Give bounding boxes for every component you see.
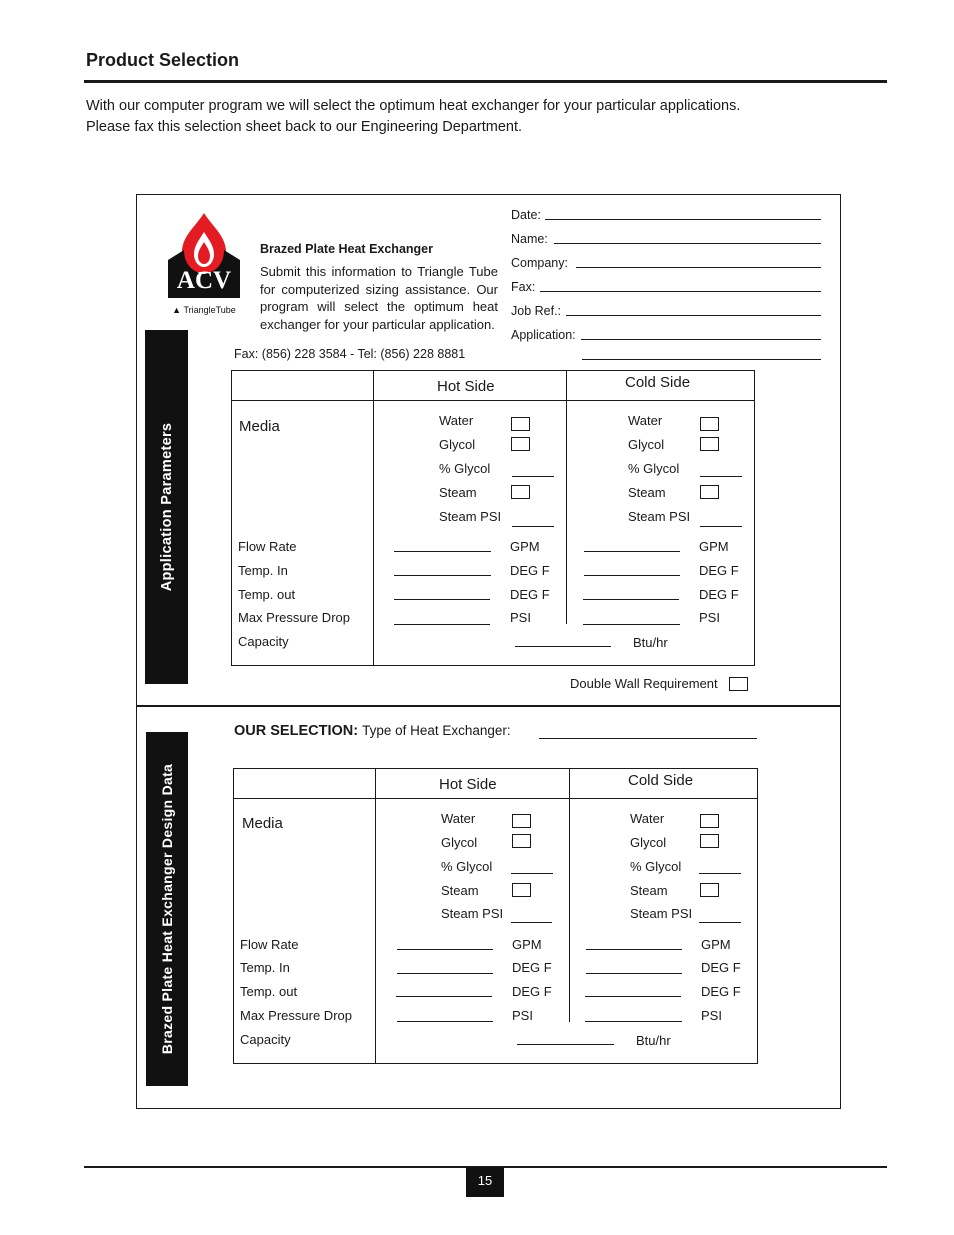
hot-psi-unit: PSI (510, 610, 531, 625)
hot-temp-out-unit: DEG F (512, 984, 552, 999)
flame-logo-icon (166, 210, 242, 320)
cold-pressure-drop-field[interactable] (583, 624, 680, 625)
logo-brand: ACV (176, 267, 232, 294)
company-field[interactable] (576, 267, 821, 268)
cold-glycol-label: Glycol (630, 835, 667, 850)
hot-temp-out-field[interactable] (394, 599, 490, 600)
hot-water-label: Water (441, 811, 476, 826)
column-divider (375, 768, 376, 1064)
flow-rate-label: Flow Rate (238, 539, 297, 554)
capacity-field[interactable] (515, 646, 611, 647)
hot-glycol-label: Glycol (441, 835, 478, 850)
cold-steam-psi-label: Steam PSI (628, 509, 691, 524)
hot-pct-glycol-field[interactable] (512, 476, 554, 477)
hot-flow-rate-field[interactable] (397, 949, 493, 950)
cold-side-header: Cold Side (625, 374, 691, 391)
cold-pct-glycol-field[interactable] (700, 476, 742, 477)
date-field[interactable] (545, 219, 821, 220)
form-heading: Brazed Plate Heat Exchanger (260, 242, 433, 256)
cold-steam-label: Steam (630, 883, 668, 898)
date-label: Date: (511, 208, 541, 222)
cold-flow-rate-field[interactable] (586, 949, 682, 950)
hot-steam-psi-field[interactable] (512, 526, 554, 527)
fax-field[interactable] (540, 291, 821, 292)
cold-steam-label: Steam (628, 485, 666, 500)
job-ref-label: Job Ref.: (511, 304, 562, 318)
hot-steam-label: Steam (439, 485, 477, 500)
media-label: Media (239, 418, 280, 435)
header-rule (84, 80, 887, 83)
column-divider (373, 370, 374, 666)
acv-logo (166, 210, 242, 320)
logo-subtitle: ▲ TriangleTube (172, 305, 236, 315)
hot-temp-in-field[interactable] (397, 973, 493, 974)
heat-exchanger-type-label: Type of Heat Exchanger: (362, 723, 511, 738)
intro-line-1: With our computer program we will select the optimum heat exchanger for your particular applications. (86, 98, 741, 114)
hot-water-label: Water (439, 413, 474, 428)
intro-line-2: Please fax this selection sheet back to our Engineering Department. (86, 119, 523, 135)
hot-temp-in-field[interactable] (394, 575, 491, 576)
cold-flow-rate-field[interactable] (584, 551, 680, 552)
cold-gpm-unit: GPM (701, 937, 731, 952)
cold-temp-out-field[interactable] (585, 996, 681, 997)
capacity-label: Capacity (240, 1032, 291, 1047)
hot-temp-out-unit: DEG F (510, 587, 550, 602)
cold-water-label: Water (628, 413, 663, 428)
temp-out-label: Temp. out (240, 984, 298, 999)
sidebar-design-data (146, 732, 188, 1086)
cold-temp-in-unit: DEG F (701, 960, 741, 975)
column-divider (566, 370, 567, 624)
name-field[interactable] (554, 243, 821, 244)
cold-temp-in-field[interactable] (584, 575, 680, 576)
capacity-label: Capacity (238, 634, 289, 649)
page-number: 15 (466, 1167, 504, 1197)
hot-gpm-unit: GPM (512, 937, 542, 952)
cold-psi-unit: PSI (701, 1008, 722, 1023)
application-field-2[interactable] (582, 359, 821, 360)
cold-glycol-label: Glycol (628, 437, 665, 452)
column-divider (569, 768, 570, 1022)
section-divider (137, 705, 840, 707)
hot-steam-psi-label: Steam PSI (441, 906, 504, 921)
company-label: Company: (511, 256, 568, 270)
hot-pressure-drop-field[interactable] (397, 1021, 493, 1022)
cold-pct-glycol-field[interactable] (699, 873, 741, 874)
heat-exchanger-type-field[interactable] (539, 738, 757, 739)
hot-temp-out-field[interactable] (396, 996, 492, 997)
hot-steam-psi-field[interactable] (511, 922, 552, 923)
hot-steam-psi-label: Steam PSI (439, 509, 502, 524)
cold-temp-out-unit: DEG F (701, 984, 741, 999)
hot-flow-rate-field[interactable] (394, 551, 491, 552)
cold-steam-psi-field[interactable] (699, 922, 741, 923)
cold-steam-psi-label: Steam PSI (630, 906, 693, 921)
hot-pct-glycol-label: % Glycol (439, 461, 491, 476)
cold-side-header: Cold Side (628, 772, 694, 789)
hot-water-checkbox[interactable] (512, 814, 531, 828)
hot-pct-glycol-label: % Glycol (441, 859, 493, 874)
table-header-rule (233, 798, 758, 799)
temp-in-label: Temp. In (240, 960, 290, 975)
flow-rate-label: Flow Rate (240, 937, 299, 952)
cold-water-checkbox[interactable] (700, 814, 719, 828)
sidebar-label: Application Parameters (158, 422, 175, 592)
cold-steam-checkbox[interactable] (700, 485, 719, 499)
hot-water-checkbox[interactable] (511, 417, 530, 431)
cold-temp-in-unit: DEG F (699, 563, 739, 578)
double-wall-checkbox[interactable] (729, 677, 748, 691)
capacity-unit: Btu/hr (633, 635, 668, 650)
form-description: Submit this information to Triangle Tube for computerized sizing assistance. Our program will select the optimum heat exchanger for your particular application. (260, 264, 498, 332)
table-header-rule (231, 400, 755, 401)
hot-glycol-label: Glycol (439, 437, 476, 452)
contact-line: Fax: (856) 228 3584 - Tel: (856) 228 8881 (234, 347, 466, 361)
max-pressure-drop-label: Max Pressure Drop (240, 1008, 352, 1023)
double-wall-label: Double Wall Requirement (570, 676, 718, 691)
cold-gpm-unit: GPM (699, 539, 729, 554)
our-selection-label: OUR SELECTION: (234, 723, 359, 739)
fax-label: Fax: (511, 280, 536, 294)
hot-pressure-drop-field[interactable] (394, 624, 490, 625)
cold-steam-checkbox[interactable] (700, 883, 719, 897)
job-ref-field[interactable] (566, 315, 821, 316)
cold-temp-out-unit: DEG F (699, 587, 739, 602)
hot-steam-label: Steam (441, 883, 479, 898)
cold-glycol-checkbox[interactable] (700, 437, 719, 451)
triangle-icon: ▲ (172, 305, 182, 315)
hot-steam-checkbox[interactable] (512, 883, 531, 897)
cold-glycol-checkbox[interactable] (700, 834, 719, 848)
sidebar-label: Brazed Plate Heat Exchanger Design Data (159, 763, 175, 1055)
capacity-field[interactable] (517, 1044, 614, 1045)
hot-temp-in-unit: DEG F (512, 960, 552, 975)
max-pressure-drop-label: Max Pressure Drop (238, 610, 350, 625)
hot-gpm-unit: GPM (510, 539, 540, 554)
hot-temp-in-unit: DEG F (510, 563, 550, 578)
hot-psi-unit: PSI (512, 1008, 533, 1023)
capacity-unit: Btu/hr (636, 1033, 671, 1048)
cold-steam-psi-field[interactable] (700, 526, 742, 527)
hot-pct-glycol-field[interactable] (511, 873, 553, 874)
name-label: Name: (511, 232, 548, 246)
application-field[interactable] (581, 339, 821, 340)
cold-temp-out-field[interactable] (583, 599, 679, 600)
hot-side-header: Hot Side (437, 378, 495, 395)
cold-water-label: Water (630, 811, 665, 826)
cold-pressure-drop-field[interactable] (585, 1021, 682, 1022)
cold-water-checkbox[interactable] (700, 417, 719, 431)
hot-steam-checkbox[interactable] (511, 485, 530, 499)
temp-in-label: Temp. In (238, 563, 288, 578)
cold-temp-in-field[interactable] (586, 973, 682, 974)
hot-glycol-checkbox[interactable] (512, 834, 531, 848)
hot-glycol-checkbox[interactable] (511, 437, 530, 451)
hot-side-header: Hot Side (439, 776, 497, 793)
temp-out-label: Temp. out (238, 587, 296, 602)
page-title: Product Selection (86, 50, 240, 70)
our-selection-line (234, 722, 511, 740)
media-label: Media (242, 815, 283, 832)
cold-pct-glycol-label: % Glycol (630, 859, 682, 874)
application-label: Application: (511, 328, 576, 342)
cold-pct-glycol-label: % Glycol (628, 461, 680, 476)
cold-psi-unit: PSI (699, 610, 720, 625)
sidebar-application-parameters (145, 330, 188, 684)
